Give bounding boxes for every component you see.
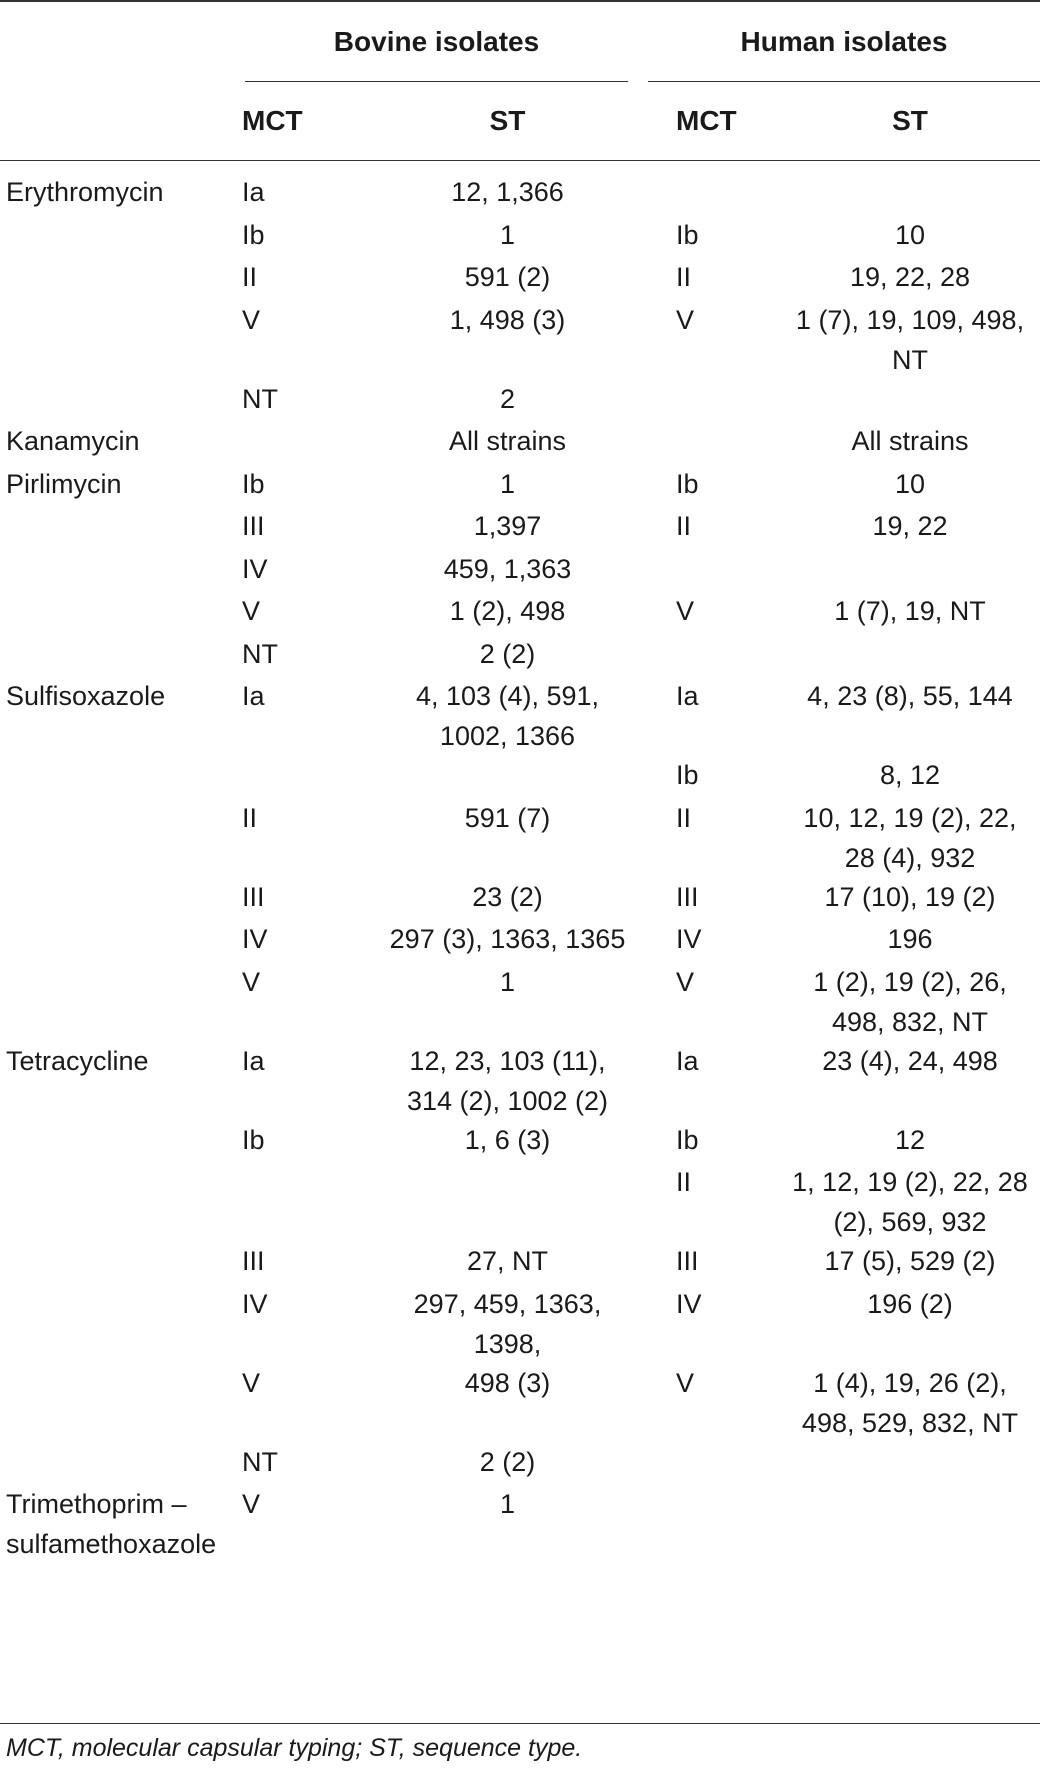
table-row [0,877,1040,920]
bovine-st-cell-line: 1002, 1366 [439,721,576,751]
bovine-mct-cell: V [242,1367,261,1398]
human-st-cell-line: 10, 12, 19 (2), 22, [803,802,1017,833]
bovine-mct-cell: Ib [242,1124,265,1155]
human-mct-cell: II [676,802,692,833]
drug-cell-line: Pirlimycin [6,468,122,499]
bovine-st-cell [375,1241,640,1281]
bovine-st-cell-line: 1,397 [473,511,542,541]
drug-cell-line: Sulfisoxazole [6,681,166,711]
human-isolates-heading: Human isolates [740,26,948,57]
bovine-mct-cell: III [242,881,265,912]
human-st-cell [780,919,1040,959]
bovine-st-cell-line: 1398, [473,1328,542,1359]
human-st-cell [780,421,1040,461]
human-st-cell [780,962,1040,1042]
bovine-mct-cell: IV [242,1288,268,1319]
bovine-mct-cell: V [242,596,261,626]
drug-cell-line: Erythromycin [6,177,164,207]
bovine-st-cell [375,257,640,297]
human-st-cell [780,215,1040,255]
bovine-st-cell [375,172,640,212]
human-st-cell [780,1162,1040,1242]
bovine-st-cell [375,877,640,917]
bovine-st-cell [375,1284,640,1364]
bovine-st-cell-line: 297 (3), 1363, 1365 [389,924,626,954]
human-group-rule [648,81,1040,82]
bovine-st-cell [375,1363,640,1403]
drug-cell [6,421,236,461]
human-mct-cell: V [676,966,695,997]
human-st-cell [780,755,1040,795]
bovine-st-cell [375,1442,640,1482]
table-row [0,1041,1040,1120]
bovine-st-cell-line: 1 (2), 498 [449,596,566,626]
bovine-st-cell-line: 1 [499,1489,516,1519]
human-st-cell [780,1284,1040,1324]
bovine-st-cell-line: 4, 103 (4), 591, [415,681,600,711]
human-st-cell-line: 196 (2) [867,1288,953,1319]
human-mct-header: MCT [676,105,737,136]
human-st-cell [780,676,1040,716]
bovine-mct-cell: V [242,966,261,997]
human-st-cell [780,1041,1040,1081]
table-row [0,379,1040,422]
drug-cell [6,172,236,212]
bovine-st-cell [375,798,640,838]
table-body [0,172,1040,1563]
human-st-cell-line: 196 [887,924,933,954]
human-st-cell-line: 4, 23 (8), 55, 144 [807,681,1013,711]
table-row [0,464,1040,507]
human-st-cell-line: 10 [894,219,926,250]
human-mct-cell: II [676,511,692,541]
human-st-cell [780,798,1040,878]
bovine-mct-cell: IV [242,553,268,584]
bovine-st-header: ST [489,105,526,136]
human-st-cell-line: 1 (7), 19, NT [834,596,986,626]
drug-cell [6,1484,236,1564]
bovine-st-cell [375,962,640,1002]
table-row [0,919,1040,962]
bovine-mct-cell: III [242,511,265,541]
table-row [0,1363,1040,1442]
table-row [0,421,1040,464]
table-row [0,676,1040,755]
bovine-mct-cell: Ib [242,219,265,250]
table-row [0,215,1040,258]
drug-cell-line: Kanamycin [6,426,140,456]
table-row [0,634,1040,677]
human-st-cell-line: 17 (10), 19 (2) [824,881,996,912]
bovine-mct-cell: III [242,1246,265,1276]
bovine-st-cell-line: 2 [499,383,516,414]
bovine-st-cell [375,634,640,674]
bovine-st-cell [375,591,640,631]
human-mct-cell: V [676,596,695,626]
human-mct-cell: Ib [676,760,699,790]
human-st-cell-line: NT [892,344,928,375]
human-st-cell-line: 19, 22 [872,511,948,541]
bovine-st-cell [375,300,640,340]
bovine-st-cell-line: 2 (2) [479,638,536,669]
table-row [0,300,1040,379]
bovine-mct-cell: IV [242,924,268,954]
human-mct-cell: IV [676,924,702,954]
bovine-st-cell [375,421,640,461]
bovine-st-cell-line: 1, 6 (3) [464,1124,551,1155]
drug-cell-line: Trimethoprim – [6,1489,187,1519]
bovine-st-cell-line: 2 (2) [479,1446,536,1477]
human-st-cell-line: 498, 832, NT [831,1006,989,1037]
bovine-st-cell-line: All strains [448,426,567,456]
bovine-st-cell [375,1041,640,1121]
bovine-st-cell [375,1120,640,1160]
human-mct-cell: Ia [676,681,699,711]
bovine-st-cell-line: 498 (3) [464,1367,551,1398]
bovine-st-cell [375,379,640,419]
human-mct-cell: Ib [676,1124,699,1155]
table-row [0,172,1040,215]
bovine-mct-cell: NT [242,383,278,414]
human-mct-cell: Ib [676,468,699,499]
human-st-cell [780,1363,1040,1443]
bovine-st-cell [375,676,640,756]
table-header-rule [0,160,1040,161]
table-row [0,506,1040,549]
human-st-cell-line: 28 (4), 932 [844,842,976,873]
human-mct-cell: III [676,1246,699,1276]
table-bottom-rule [0,1723,1040,1724]
human-mct-cell: II [676,1167,692,1197]
human-st-cell-line: All strains [851,426,969,456]
bovine-st-cell-line: 12, 1,366 [451,177,564,207]
human-st-cell [780,300,1040,380]
bovine-mct-cell: II [242,802,258,833]
drug-cell [6,464,236,504]
bovine-mct-cell: II [242,262,258,292]
human-st-cell [780,464,1040,504]
bovine-st-cell-line: 591 (7) [464,802,551,833]
bovine-st-cell-line: 12, 23, 103 (11), [409,1045,606,1076]
table-row [0,798,1040,877]
human-st-cell [780,877,1040,917]
human-mct-cell: Ia [676,1045,699,1076]
bovine-st-cell [375,919,640,959]
human-st-cell-line: 17 (5), 529 (2) [824,1246,996,1276]
drug-cell-line: sulfamethoxazole [6,1529,217,1559]
human-st-cell-line: 1 (4), 19, 26 (2), [813,1367,1007,1398]
bovine-mct-header: MCT [242,105,303,136]
human-mct-cell: V [676,304,695,335]
bovine-isolates-heading: Bovine isolates [333,26,540,57]
human-st-cell-line: 1 (2), 19 (2), 26, [813,966,1007,997]
bovine-st-cell-line: 1 [499,219,516,250]
drug-cell [6,676,236,716]
human-st-cell-line: (2), 569, 932 [833,1207,987,1237]
human-st-cell-line: 1 (7), 19, 109, 498, [795,304,1025,335]
bovine-st-cell [375,549,640,589]
table-row [0,1241,1040,1284]
human-st-cell [780,1120,1040,1160]
human-st-cell-line: 10 [894,468,926,499]
human-mct-cell: II [676,262,692,292]
bovine-st-cell [375,215,640,255]
bovine-mct-cell: Ia [242,177,265,207]
table-row [0,1284,1040,1363]
bovine-st-cell-line: 27, NT [466,1246,549,1276]
human-mct-cell: Ib [676,219,699,250]
human-st-header: ST [892,105,928,136]
human-mct-cell: V [676,1367,695,1398]
table-row [0,1162,1040,1241]
bovine-st-cell-line: 1, 498 (3) [449,304,566,335]
bovine-mct-cell: NT [242,638,278,669]
bovine-mct-cell: Ib [242,468,265,499]
table-row [0,549,1040,592]
human-st-cell-line: 19, 22, 28 [849,262,971,292]
drug-cell [6,1041,236,1081]
human-st-cell [780,506,1040,546]
human-st-cell-line: 12 [894,1124,926,1155]
bovine-st-cell [375,1484,640,1524]
bovine-mct-cell: NT [242,1446,278,1477]
table-top-rule [0,0,1040,2]
table-row [0,1120,1040,1163]
human-st-cell [780,257,1040,297]
bovine-mct-cell: V [242,304,261,335]
bovine-st-cell-line: 459, 1,363 [443,553,572,584]
table-footnote: MCT, molecular capsular typing; ST, sequence type. [6,1734,583,1762]
bovine-st-cell-line: 297, 459, 1363, [413,1288,602,1319]
table-row [0,755,1040,798]
bovine-mct-cell: Ia [242,681,265,711]
human-st-cell-line: 1, 12, 19 (2), 22, 28 [792,1167,1028,1197]
table-row [0,257,1040,300]
table-row [0,1484,1040,1563]
human-st-cell-line: 8, 12 [879,760,941,790]
human-st-cell [780,1241,1040,1281]
table-row [0,591,1040,634]
human-st-cell [780,591,1040,631]
bovine-st-cell-line: 1 [499,966,516,997]
bovine-group-rule [245,81,628,82]
drug-cell-line: Tetracycline [6,1045,149,1076]
bovine-st-cell-line: 314 (2), 1002 (2) [406,1085,609,1116]
table-row [0,1442,1040,1485]
bovine-st-cell [375,464,640,504]
bovine-st-cell-line: 1 [499,468,516,499]
bovine-mct-cell: V [242,1489,261,1519]
bovine-mct-cell: Ia [242,1045,265,1076]
bovine-st-cell-line: 23 (2) [472,881,543,912]
human-mct-cell: III [676,881,699,912]
human-st-cell-line: 498, 529, 832, NT [801,1407,1019,1438]
human-mct-cell: IV [676,1288,702,1319]
table-row [0,962,1040,1041]
bovine-st-cell-line: 591 (2) [464,262,551,292]
bovine-st-cell [375,506,640,546]
human-st-cell-line: 23 (4), 24, 498 [822,1045,998,1076]
